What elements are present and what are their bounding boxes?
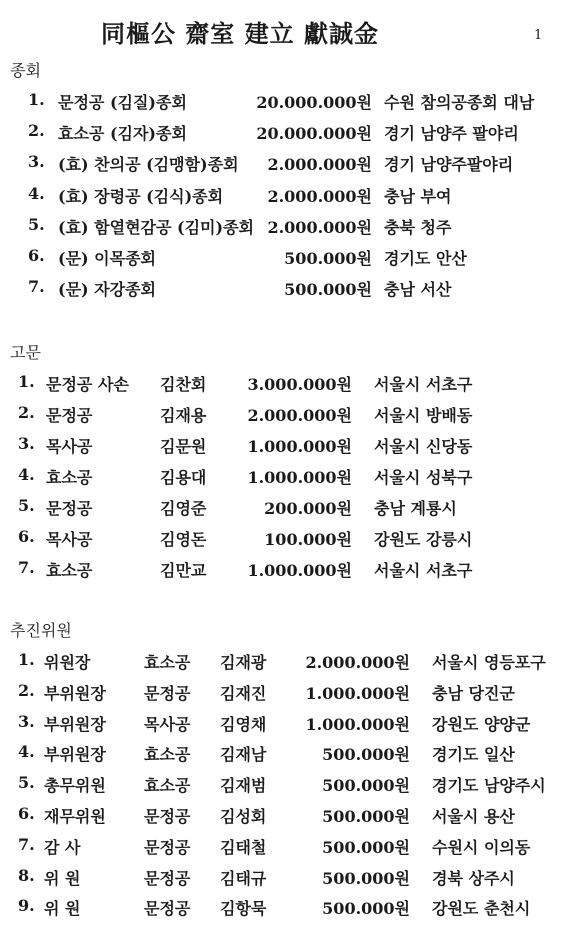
row-number: 3. bbox=[18, 434, 35, 453]
donation-row bbox=[0, 835, 580, 857]
row-number: 5. bbox=[28, 214, 45, 234]
donor-branch: 효소공 bbox=[46, 468, 93, 487]
row-number: 7. bbox=[18, 834, 35, 854]
donor-location: 서울시 서초구 bbox=[374, 375, 473, 394]
section-heading-jonghoe: 종회 bbox=[10, 61, 41, 80]
committee-role: 부위원장 bbox=[44, 745, 106, 765]
committee-role: 재무위원 bbox=[44, 807, 106, 826]
donor-location: 경기 남양주팔야리 bbox=[384, 155, 514, 175]
page-number: 1 bbox=[534, 28, 543, 43]
donor-location: 수원시 이의동 bbox=[432, 837, 531, 857]
donor-name: 김재범 bbox=[220, 776, 267, 796]
row-number: 3. bbox=[28, 152, 45, 172]
donor-location: 충남 계룡시 bbox=[374, 499, 457, 518]
row-number: 4. bbox=[18, 742, 35, 762]
donor-name: 김문원 bbox=[160, 437, 207, 456]
donation-row bbox=[0, 527, 580, 549]
row-number: 6. bbox=[28, 246, 45, 265]
donor-branch: 효소공 bbox=[144, 653, 191, 672]
document-title: 同樞公 齋室 建立 獻誠金 bbox=[100, 19, 380, 48]
donor-name: (효) 함열현감공 (김미)종회 bbox=[58, 217, 254, 237]
row-number: 1. bbox=[18, 650, 35, 669]
donation-row bbox=[0, 403, 580, 425]
donor-name: 김영돈 bbox=[160, 530, 207, 549]
donation-amount: 2.000.000원 bbox=[305, 653, 410, 672]
donor-name: 김태규 bbox=[220, 868, 267, 888]
row-number: 8. bbox=[18, 865, 35, 885]
donor-name: 김재남 bbox=[220, 745, 267, 765]
donor-name: 김용대 bbox=[160, 468, 207, 487]
donor-location: 서울시 신당동 bbox=[374, 437, 473, 456]
donor-location: 서울시 방배동 bbox=[374, 406, 473, 425]
donor-location: 경기도 일산 bbox=[432, 745, 515, 765]
donor-name: 김영채 bbox=[220, 714, 267, 734]
donor-branch: 효소공 bbox=[46, 561, 93, 580]
donation-amount: 500.000원 bbox=[322, 868, 410, 888]
donation-row bbox=[0, 121, 580, 143]
committee-role: 위원장 bbox=[44, 653, 91, 672]
donor-location: 서울시 영등포구 bbox=[432, 653, 546, 672]
donor-name: 김영준 bbox=[160, 499, 207, 518]
row-number: 2. bbox=[28, 121, 45, 141]
donor-branch: 문정공 bbox=[144, 683, 191, 703]
row-number: 7. bbox=[18, 558, 35, 577]
donation-row bbox=[0, 434, 580, 456]
donation-amount: 1.000.000원 bbox=[305, 683, 410, 703]
donor-name: 김항묵 bbox=[220, 899, 267, 919]
donor-name: 김재용 bbox=[160, 406, 207, 425]
donor-branch: 목사공 bbox=[46, 437, 93, 456]
donor-name: 효소공 (김자)종회 bbox=[58, 124, 187, 144]
donation-amount: 500.000원 bbox=[284, 249, 372, 268]
donor-name: 김태철 bbox=[220, 837, 267, 857]
committee-role: 위 원 bbox=[44, 899, 81, 919]
donation-amount: 100.000원 bbox=[264, 530, 352, 549]
donation-row bbox=[0, 277, 580, 299]
donor-branch: 문정공 bbox=[46, 406, 93, 425]
donor-location: 충남 부여 bbox=[384, 186, 452, 206]
row-number: 4. bbox=[28, 183, 45, 203]
donor-name: 김재광 bbox=[220, 653, 267, 672]
donor-name: (효) 찬의공 (김맹함)종회 bbox=[58, 155, 239, 175]
donation-row bbox=[0, 804, 580, 826]
donor-branch: 문정공 bbox=[144, 868, 191, 888]
donor-location: 경기도 남양주시 bbox=[432, 776, 546, 796]
donor-branch: 효소공 bbox=[144, 776, 191, 796]
donor-location: 경북 상주시 bbox=[432, 868, 515, 888]
row-number: 3. bbox=[18, 711, 35, 731]
donor-name: (문) 이목종회 bbox=[58, 249, 156, 268]
donation-amount: 1.000.000원 bbox=[247, 468, 352, 487]
donor-branch: 목사공 bbox=[144, 714, 191, 734]
section-heading-chujin: 추진위원 bbox=[10, 621, 72, 640]
donation-amount: 20.000.000원 bbox=[256, 124, 372, 144]
donation-row bbox=[0, 184, 580, 206]
donation-amount: 1.000.000원 bbox=[247, 437, 352, 456]
donation-amount: 500.000원 bbox=[322, 899, 410, 919]
donor-location: 충남 당진군 bbox=[432, 683, 515, 703]
row-number: 2. bbox=[18, 403, 35, 422]
donation-amount: 500.000원 bbox=[284, 280, 372, 300]
donation-row bbox=[0, 650, 580, 672]
donor-branch: 효소공 bbox=[144, 745, 191, 765]
donation-amount: 1.000.000원 bbox=[247, 561, 352, 580]
donation-amount: 20.000.000원 bbox=[256, 93, 372, 112]
donor-location: 경기도 안산 bbox=[384, 249, 467, 268]
donor-location: 충북 청주 bbox=[384, 217, 452, 237]
donation-row bbox=[0, 712, 580, 734]
donor-name: 김성회 bbox=[220, 807, 267, 826]
donation-amount: 500.000원 bbox=[322, 776, 410, 796]
donor-branch: 목사공 bbox=[46, 530, 93, 549]
committee-role: 감 사 bbox=[44, 837, 81, 857]
donation-amount: 500.000원 bbox=[322, 837, 410, 857]
donation-row bbox=[0, 372, 580, 394]
donor-location: 서울시 용산 bbox=[432, 807, 515, 826]
donation-row bbox=[0, 773, 580, 795]
donation-amount: 2.000.000원 bbox=[267, 155, 372, 175]
committee-role: 위 원 bbox=[44, 868, 81, 888]
donation-row bbox=[0, 896, 580, 918]
committee-role: 부위원장 bbox=[44, 714, 106, 734]
donation-amount: 500.000원 bbox=[322, 745, 410, 765]
row-number: 2. bbox=[18, 680, 35, 700]
row-number: 5. bbox=[18, 773, 35, 793]
row-number: 7. bbox=[28, 277, 45, 297]
row-number: 1. bbox=[18, 372, 35, 391]
donor-name: 김만교 bbox=[160, 561, 207, 580]
row-number: 5. bbox=[18, 496, 35, 515]
donation-amount: 200.000원 bbox=[264, 499, 352, 518]
donation-amount: 1.000.000원 bbox=[305, 714, 410, 734]
section-heading-gomun: 고문 bbox=[10, 343, 41, 362]
donor-name: 문정공 (김질)종회 bbox=[58, 93, 187, 112]
donor-name: (문) 자강종회 bbox=[58, 280, 156, 300]
donation-row bbox=[0, 215, 580, 237]
donation-row bbox=[0, 246, 580, 268]
donation-amount: 2.000.000원 bbox=[247, 406, 352, 425]
donor-name: 김재진 bbox=[220, 683, 267, 703]
donor-branch: 문정공 bbox=[144, 899, 191, 919]
donor-branch: 문정공 bbox=[144, 807, 191, 826]
donation-row bbox=[0, 866, 580, 888]
row-number: 6. bbox=[18, 527, 35, 546]
donor-location: 경기 남양주 팔야리 bbox=[384, 124, 519, 144]
donor-location: 강원도 춘천시 bbox=[432, 899, 531, 919]
donation-row bbox=[0, 681, 580, 703]
committee-role: 총무위원 bbox=[44, 776, 106, 796]
donor-branch: 문정공 사손 bbox=[46, 375, 129, 394]
donor-name: 김찬회 bbox=[160, 375, 207, 394]
committee-role: 부위원장 bbox=[44, 683, 106, 703]
donor-location: 서울시 서초구 bbox=[374, 561, 473, 580]
donation-row bbox=[0, 742, 580, 764]
donation-row bbox=[0, 152, 580, 174]
row-number: 9. bbox=[18, 896, 35, 916]
donor-branch: 문정공 bbox=[144, 837, 191, 857]
donation-row bbox=[0, 465, 580, 487]
donation-amount: 500.000원 bbox=[322, 807, 410, 826]
donor-location: 강원도 강릉시 bbox=[374, 530, 473, 549]
donor-location: 수원 참의공종회 대남 bbox=[384, 93, 535, 112]
donation-row bbox=[0, 90, 580, 112]
donor-name: (효) 장령공 (김식)종회 bbox=[58, 186, 224, 206]
donation-amount: 3.000.000원 bbox=[247, 375, 352, 394]
donation-row bbox=[0, 496, 580, 518]
row-number: 4. bbox=[18, 465, 35, 484]
donation-amount: 2.000.000원 bbox=[267, 186, 372, 206]
row-number: 1. bbox=[28, 90, 45, 109]
donor-location: 강원도 양양군 bbox=[432, 714, 531, 734]
row-number: 6. bbox=[18, 804, 35, 823]
donor-location: 서울시 성북구 bbox=[374, 468, 473, 487]
donor-branch: 문정공 bbox=[46, 499, 93, 518]
donation-row bbox=[0, 558, 580, 580]
donation-amount: 2.000.000원 bbox=[267, 217, 372, 237]
donor-location: 충남 서산 bbox=[384, 280, 452, 300]
